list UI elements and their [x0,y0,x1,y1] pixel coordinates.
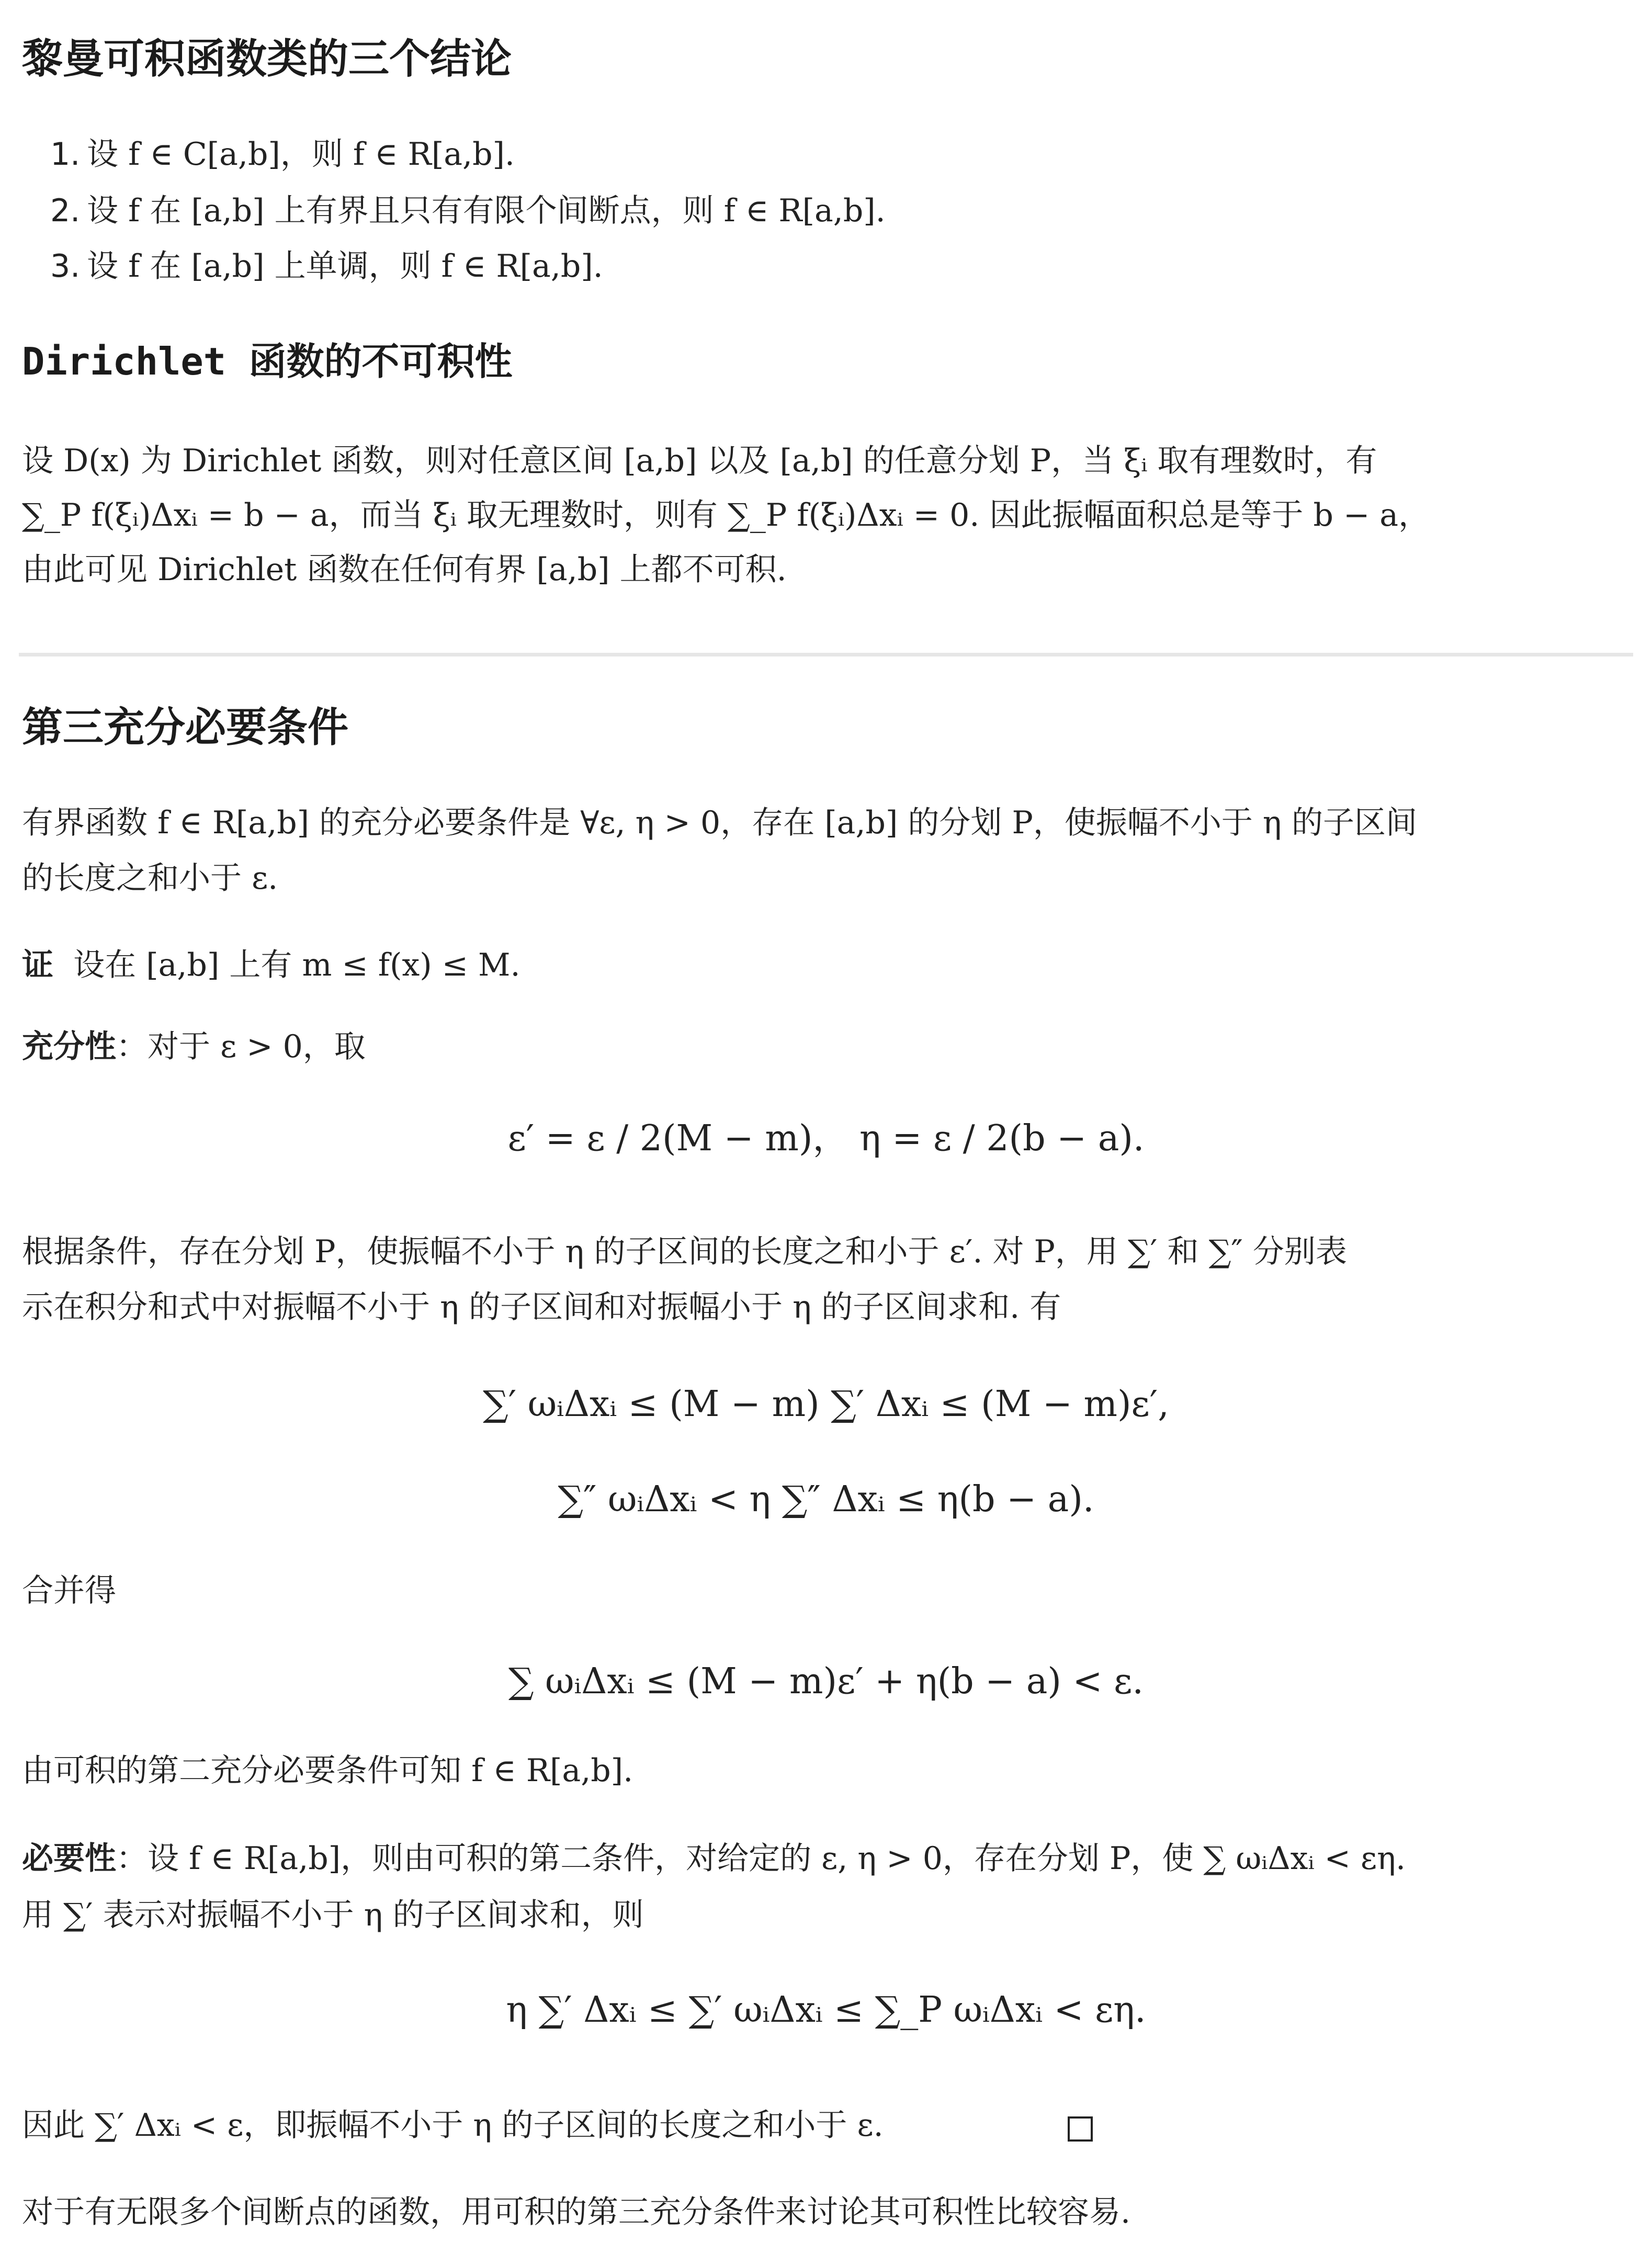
merge-text: 合并得 [22,1572,116,1609]
sufficiency-label: 充分性 [22,1028,116,1065]
sufficiency-intro: 充分性：对于 ε > 0，取 [22,1028,366,1065]
list-item: 3. 设 f 在 [a,b] 上单调，则 f ∈ R[a,b]. [50,248,603,285]
list-item: 2. 设 f 在 [a,b] 上有界且只有有限个间断点，则 f ∈ R[a,b]. [50,192,886,229]
necessity-conclusion: 因此 ∑′ Δxᵢ < ε，即振幅不小于 η 的子区间的长度之和小于 ε. [22,2107,884,2144]
list-item: 1. 设 f ∈ C[a,b]，则 f ∈ R[a,b]. [50,136,515,173]
section-heading-riemann: 黎曼可积函数类的三个结论 [22,35,512,83]
proof-intro: 证 设在 [a,b] 上有 m ≤ f(x) ≤ M. [22,947,521,983]
necessity-line: 必要性：设 f ∈ R[a,b]，则由可积的第二条件，对给定的 ε, η > 0，存在分划 P，使 ∑ ωᵢΔxᵢ < εη. [22,1840,1406,1877]
qed-box-icon [1068,2116,1093,2142]
theorem-statement-line: 有界函数 f ∈ R[a,b] 的充分必要条件是 ∀ε, η > 0，存在 [a,b] 的分划 P，使振幅不小于 η 的子区间 [22,805,1417,841]
theorem-statement-line: 的长度之和小于 ε. [22,860,278,897]
paragraph-line: 由此可见 Dirichlet 函数在任何有界 [a,b] 上都不可积. [22,551,787,588]
section-heading-dirichlet: Dirichlet 函数的不可积性 [22,339,513,383]
section-divider [19,653,1633,656]
necessity-line: 用 ∑′ 表示对振幅不小于 η 的子区间求和，则 [22,1897,644,1933]
equation-epsilon-eta: ε′ = ε / 2(M − m)， η = ε / 2(b − a). [507,1118,1145,1159]
equation-combined: ∑ ωᵢΔxᵢ ≤ (M − m)ε′ + η(b − a) < ε. [508,1661,1144,1702]
necessity-label: 必要性 [22,1840,116,1877]
equation-sum-double-prime: ∑″ ωᵢΔxᵢ < η ∑″ Δxᵢ ≤ η(b − a). [558,1479,1094,1520]
proof-label: 证 [22,947,53,983]
paragraph-line: ∑_P f(ξᵢ)Δxᵢ = b − a，而当 ξᵢ 取无理数时，则有 ∑_P f(ξᵢ)Δxᵢ = 0. 因此振幅面积总是等于 b − a， [22,497,1430,534]
section-heading-third-condition: 第三充分必要条件 [22,704,349,751]
equation-sum-prime: ∑′ ωᵢΔxᵢ ≤ (M − m) ∑′ Δxᵢ ≤ (M − m)ε′, [483,1384,1169,1425]
paragraph-line: 设 D(x) 为 Dirichlet 函数，则对任意区间 [a,b] 以及 [a,b] 的任意分划 P，当 ξᵢ 取有理数时，有 [22,443,1377,479]
paragraph-line: 示在积分和式中对振幅不小于 η 的子区间和对振幅小于 η 的子区间求和. 有 [22,1289,1061,1326]
closing-remark: 对于有无限多个间断点的函数，用可积的第三充分条件来讨论其可积性比较容易. [22,2194,1131,2230]
sufficiency-conclusion: 由可积的第二充分必要条件可知 f ∈ R[a,b]. [22,1752,633,1789]
paragraph-line: 根据条件，存在分划 P，使振幅不小于 η 的子区间的长度之和小于 ε′. 对 P，用 ∑′ 和 ∑″ 分别表 [22,1233,1347,1270]
equation-necessity: η ∑′ Δxᵢ ≤ ∑′ ωᵢΔxᵢ ≤ ∑_P ωᵢΔxᵢ < εη. [506,1989,1146,2031]
